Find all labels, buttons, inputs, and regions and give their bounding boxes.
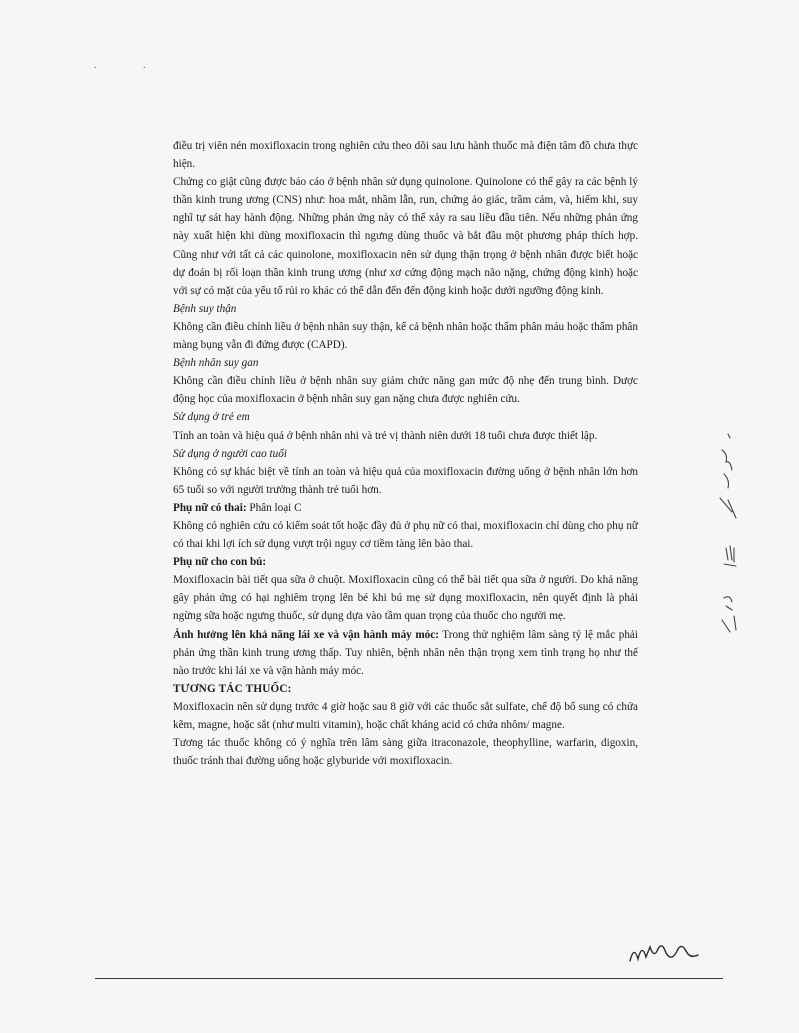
paragraph-with-lead — [173, 499, 638, 517]
body-paragraph: Không cần điều chỉnh liều ở bệnh nhân suy giảm chức năng gan mức độ nhẹ đến trung bình. Dược động học của moxifloxacin ở bệnh nhân suy gan nặng chưa được nghiên cứu. — [173, 375, 638, 406]
body-paragraph: Tương tác thuốc không có ý nghĩa trên lâm sàng giữa itraconazole, theophylline, warfarin, digoxin, thuốc tránh thai đường uống hoặc glyburide với moxifloxacin. — [173, 737, 638, 768]
body-paragraph: Chứng co giật cũng được báo cáo ở bệnh nhân sử dụng quinolone. Quinolone có thể gây ra các bệnh lý thần kinh trung ương (CNS) như: hoa mắt, nhầm lẫn, run, chứng ảo giác, trầm cảm, và, hiếm khi, suy nghĩ tự sát hay hành động. Những phản ứng này có thể xảy ra sau liều đầu tiên. Nếu những phản ứng này xuất hiện khi dùng moxifloxacin thì ngưng dùng thuốc và bắt đầu một phương pháp thích hợp. Cũng như với tất cả các quinolone, moxifloxacin nên sử dụng thận trọng ở bệnh nhân được biết hoặc dự đoán bị rối loạn thần kinh trung ương (như xơ cứng động mạch não nặng, chứng động kinh) hoặc với sự có mặt của yếu tố rủi ro khác có thể dẫn đến đến động kinh hoặc dưới ngưỡng động kinh. — [173, 176, 638, 297]
document-body — [173, 137, 638, 770]
paragraph-lead: Phụ nữ có thai: — [173, 501, 247, 514]
header-dots: . . — [94, 60, 168, 71]
section-subheading-bold: Phụ nữ cho con bú: — [173, 556, 267, 569]
paragraph-with-lead — [173, 626, 638, 680]
body-paragraph: Không có sự khác biệt về tính an toàn và hiệu quả của moxifloxacin đường uống ở bệnh nhân lớn hơn 65 tuổi so với người trưởng thành trẻ tuổi hơn. — [173, 465, 638, 496]
body-paragraph: Không có nghiên cứu có kiểm soát tốt hoặc đầy đủ ở phụ nữ có thai, moxifloxacin chỉ dùng cho phụ nữ có thai khi lợi ích sử dụng vượt trội nguy cơ tiềm tàng lên bào thai. — [173, 519, 638, 551]
paragraph-text: Phân loại C — [246, 501, 302, 514]
body-paragraph: Moxifloxacin bài tiết qua sữa ở chuột. Moxifloxacin cũng có thể bài tiết qua sữa ở người. Do khả năng gây phản ứng có hại nghiêm trọng lên bé khi bú mẹ sử dụng moxifloxacin, nên quyết định là phải ngừng sữa hoặc ngưng thuốc, sử dụng dựa vào tầm quan trọng của thuốc cho người mẹ. — [173, 574, 638, 623]
section-heading: TƯƠNG TÁC THUỐC: — [173, 682, 292, 695]
footer-divider — [95, 978, 723, 979]
margin-handwritten-marks — [718, 430, 748, 640]
paragraph-text: Trong thử nghiệm lâm sàng tỷ lệ mắc phải phản ứng thần kinh trung ương thấp. Tuy nhiên, bệnh nhân nên thận trọng xem tình trạng họ như thế nào trước khi lái xe và vận hành máy móc. — [173, 628, 638, 677]
body-paragraph: điều trị viên nén moxifloxacin trong nghiên cứu theo dõi sau lưu hành thuốc mà điện tâm đồ chưa thực hiện. — [173, 140, 638, 171]
body-paragraph: Tính an toàn và hiệu quả ở bệnh nhân nhi và trẻ vị thành niên dưới 18 tuổi chưa được thiết lập. — [173, 429, 598, 442]
paragraph-lead: Ảnh hưởng lên khả năng lái xe và vận hành máy móc: — [173, 628, 439, 641]
section-subheading: Bệnh nhân suy gan — [173, 357, 259, 370]
section-subheading: Bệnh suy thận — [173, 302, 237, 315]
body-paragraph: Moxifloxacin nên sử dụng trước 4 giờ hoặc sau 8 giờ với các thuốc sắt sulfate, chế độ bổ sung có chứa kẽm, magne, hoặc sắt (như multi vitamin), hoặc chất kháng acid có chứa nhôm/ magne. — [173, 700, 638, 731]
section-subheading: Sử dụng ở người cao tuổi — [173, 447, 287, 460]
body-paragraph: Không cần điều chỉnh liều ở bệnh nhân suy thận, kể cả bệnh nhân hoặc thẩm phân máu hoặc thẩm phân màng bụng vẫn đi đứng được (CAPD). — [173, 320, 638, 352]
section-subheading: Sử dụng ở trẻ em — [173, 411, 250, 424]
signature-mark — [628, 937, 700, 967]
